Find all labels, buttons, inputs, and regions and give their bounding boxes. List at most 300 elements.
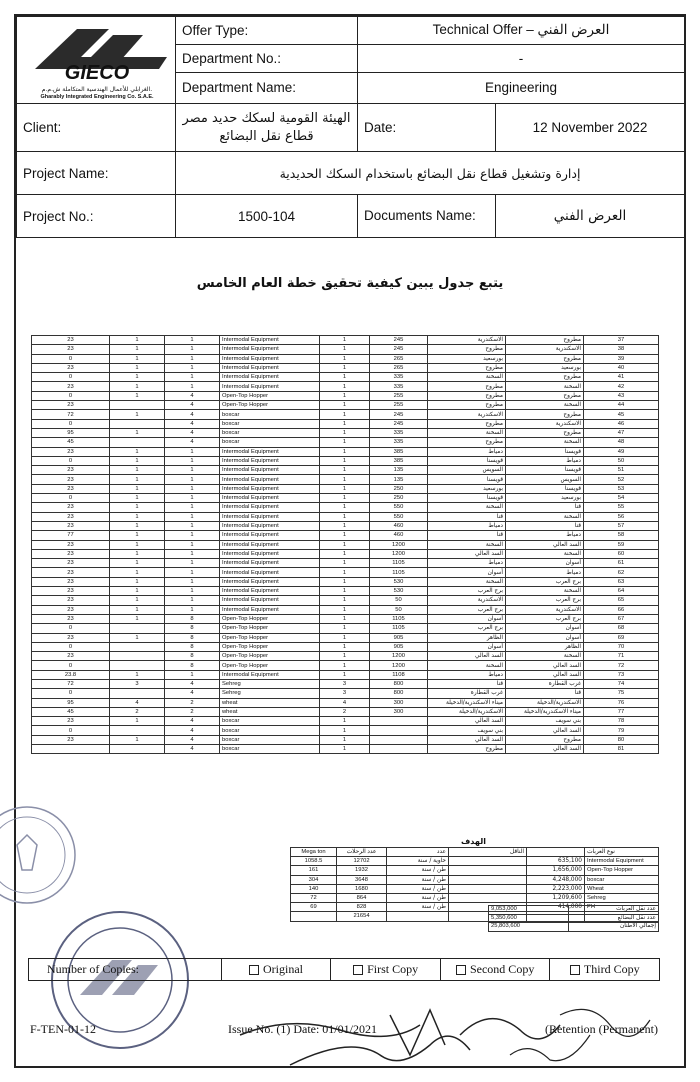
cell-row-no: 47 <box>584 428 659 437</box>
cell-row-no: 49 <box>584 447 659 456</box>
cell-distance: 800 <box>370 689 428 698</box>
cell-count: 1 <box>165 503 220 512</box>
cell-equipment: Open-Top Hopper <box>220 401 320 410</box>
cell-to: برج العرب <box>428 587 506 596</box>
cell-to: السخنة <box>428 503 506 512</box>
cell-row-no: 71 <box>584 652 659 661</box>
cell-from: السد العالي <box>506 726 584 735</box>
cell-from: أسوان <box>506 624 584 633</box>
cell-count: 1 <box>165 540 220 549</box>
target-header-cell: الناقل <box>449 848 527 857</box>
cell-to: دمياط <box>428 447 506 456</box>
cell-value-b <box>110 689 165 698</box>
cell-distance: 1200 <box>370 652 428 661</box>
cell-row-no: 77 <box>584 707 659 716</box>
target-cell: 864 <box>337 893 387 902</box>
cell-distance <box>370 745 428 754</box>
cell-trains: 1 <box>320 382 370 391</box>
cell-value-a: 23 <box>32 401 110 410</box>
cell-from: مطروح <box>506 391 584 400</box>
company-name-en: Gharably Integrated Engineering Co. S.A.E. <box>40 94 154 100</box>
cell-equipment: Intermodal Equipment <box>220 354 320 363</box>
cell-equipment: Open-Top Hopper <box>220 661 320 670</box>
target-cell: حاوية / سنة <box>387 857 449 866</box>
cell-value-b: 1 <box>110 410 165 419</box>
table-row <box>32 689 659 698</box>
cell-row-no: 39 <box>584 354 659 363</box>
target-cell: 2,223,000 <box>527 884 585 893</box>
cell-from: مطروح <box>506 735 584 744</box>
table-row <box>32 475 659 484</box>
table-row <box>32 717 659 726</box>
project-name-label: Project Name: <box>17 152 176 195</box>
cell-trains: 1 <box>320 503 370 512</box>
cell-value-a: 72 <box>32 679 110 688</box>
cell-distance: 1200 <box>370 540 428 549</box>
cell-trains: 1 <box>320 652 370 661</box>
table-row <box>32 726 659 735</box>
cell-value-a: 23 <box>32 447 110 456</box>
cell-from: مطروح <box>506 336 584 345</box>
target-cell: 1058.5 <box>291 857 337 866</box>
cell-value-a: 0 <box>32 624 110 633</box>
cell-equipment: Intermodal Equipment <box>220 363 320 372</box>
target-cell: طن / سنة <box>387 866 449 875</box>
cell-from: مطروح <box>506 354 584 363</box>
cell-trains: 1 <box>320 540 370 549</box>
cell-to: مطروح <box>428 391 506 400</box>
cell-value-a: 0 <box>32 642 110 651</box>
cell-value-a: 23 <box>32 382 110 391</box>
cell-equipment: Intermodal Equipment <box>220 596 320 605</box>
cell-row-no: 38 <box>584 345 659 354</box>
cell-from: دمياط <box>506 531 584 540</box>
cell-row-no: 37 <box>584 336 659 345</box>
dept-name-value: Engineering <box>358 72 685 103</box>
cell-to: الاسكندرية <box>428 410 506 419</box>
table-row <box>32 596 659 605</box>
table-row <box>32 484 659 493</box>
cell-to: مطروح <box>428 745 506 754</box>
cell-row-no: 64 <box>584 587 659 596</box>
documents-name-label: Documents Name: <box>358 195 496 238</box>
cell-trains: 1 <box>320 363 370 372</box>
table-row <box>32 503 659 512</box>
table-row <box>32 419 659 428</box>
cell-to: السخنة <box>428 540 506 549</box>
cell-value-b <box>110 438 165 447</box>
cell-value-a: 23 <box>32 633 110 642</box>
cell-to: الظاهر <box>428 633 506 642</box>
cell-count: 1 <box>165 596 220 605</box>
cell-row-no: 65 <box>584 596 659 605</box>
cell-to: السويس <box>428 466 506 475</box>
cell-value-b: 1 <box>110 466 165 475</box>
cell-count: 8 <box>165 633 220 642</box>
cell-distance: 1105 <box>370 624 428 633</box>
table-row <box>32 698 659 707</box>
cell-to: قويسنا <box>428 456 506 465</box>
cell-row-no: 62 <box>584 568 659 577</box>
target-row <box>291 893 659 902</box>
target-cell: 635,100 <box>527 857 585 866</box>
cell-value-b: 2 <box>110 707 165 716</box>
cell-row-no: 74 <box>584 679 659 688</box>
target-cell: boxcar <box>585 875 659 884</box>
cell-trains: 1 <box>320 670 370 679</box>
cell-value-b <box>110 401 165 410</box>
target-cell: Intermodal Equipment <box>585 857 659 866</box>
cell-from: برج العرب <box>506 614 584 623</box>
cell-count: 4 <box>165 438 220 447</box>
cell-distance: 135 <box>370 475 428 484</box>
cell-value-a: 72 <box>32 410 110 419</box>
section-title: يتبع جدول يبين كيفية تحقيق خطة العام الخامس <box>196 276 504 291</box>
cell-trains: 1 <box>320 401 370 410</box>
cell-to: السخنة <box>428 577 506 586</box>
table-row <box>32 391 659 400</box>
cell-value-a: 23 <box>32 521 110 530</box>
cell-distance: 300 <box>370 707 428 716</box>
cell-value-b <box>110 419 165 428</box>
cell-value-b: 3 <box>110 679 165 688</box>
target-row <box>291 875 659 884</box>
documents-name-value: العرض الفني <box>496 195 685 238</box>
target-cell <box>291 912 337 921</box>
cell-value-a: 23 <box>32 605 110 614</box>
cell-trains: 1 <box>320 633 370 642</box>
target-cell: Open-Top Hopper <box>585 866 659 875</box>
client-value <box>176 104 358 152</box>
cell-row-no: 44 <box>584 401 659 410</box>
cell-row-no: 78 <box>584 717 659 726</box>
cell-count: 4 <box>165 717 220 726</box>
cell-from: بني سويف <box>506 717 584 726</box>
cell-to: دمياط <box>428 521 506 530</box>
cell-from: بورسعيد <box>506 494 584 503</box>
cell-value-a: 0 <box>32 391 110 400</box>
cell-from: السخنة <box>506 512 584 521</box>
target-cell: طن / سنة <box>387 893 449 902</box>
cell-count: 4 <box>165 391 220 400</box>
cell-distance: 250 <box>370 494 428 503</box>
cell-to: دمياط <box>428 670 506 679</box>
cell-count: 4 <box>165 745 220 754</box>
original-label: Original <box>263 962 303 976</box>
cell-to: السد العالي <box>428 735 506 744</box>
target-cell: طن / سنة <box>387 884 449 893</box>
cell-distance: 385 <box>370 456 428 465</box>
cell-count: 8 <box>165 661 220 670</box>
cell-distance: 460 <box>370 531 428 540</box>
cell-count: 8 <box>165 652 220 661</box>
cell-equipment: Open-Top Hopper <box>220 652 320 661</box>
cell-value-b: 1 <box>110 521 165 530</box>
cell-row-no: 72 <box>584 661 659 670</box>
table-row <box>32 587 659 596</box>
cell-equipment: Intermodal Equipment <box>220 494 320 503</box>
cell-distance: 300 <box>370 698 428 707</box>
cell-trains: 1 <box>320 354 370 363</box>
cell-row-no: 42 <box>584 382 659 391</box>
cell-count: 2 <box>165 707 220 716</box>
table-row <box>32 745 659 754</box>
table-row <box>32 735 659 744</box>
cell-value-a: 0 <box>32 726 110 735</box>
cell-equipment: Intermodal Equipment <box>220 336 320 345</box>
target-cell: 69 <box>291 903 337 912</box>
cell-to: بورسعيد <box>428 354 506 363</box>
cell-row-no: 67 <box>584 614 659 623</box>
target-cell: Wheat <box>585 884 659 893</box>
table-row <box>32 466 659 475</box>
original-checkbox[interactable] <box>221 959 331 980</box>
target-cell <box>449 893 527 902</box>
table-row <box>32 382 659 391</box>
cell-row-no: 66 <box>584 605 659 614</box>
cell-equipment: Intermodal Equipment <box>220 466 320 475</box>
cell-count: 1 <box>165 336 220 345</box>
cell-row-no: 41 <box>584 373 659 382</box>
cell-distance: 550 <box>370 512 428 521</box>
summary-table <box>488 905 659 932</box>
summary-value: 5,350,600 <box>489 914 569 923</box>
cell-value-a: 23.8 <box>32 670 110 679</box>
cell-equipment: boxcar <box>220 726 320 735</box>
target-cell: 414,000 <box>527 903 585 912</box>
target-cell <box>449 857 527 866</box>
cell-row-no: 56 <box>584 512 659 521</box>
table-row <box>32 577 659 586</box>
cell-count: 8 <box>165 642 220 651</box>
cell-trains: 3 <box>320 679 370 688</box>
retention-info: (Retention (Permanent) <box>545 1022 658 1036</box>
cell-count: 1 <box>165 447 220 456</box>
target-row <box>291 857 659 866</box>
cell-row-no: 48 <box>584 438 659 447</box>
summary-row <box>489 914 659 923</box>
cell-trains: 1 <box>320 494 370 503</box>
target-cell <box>387 912 449 921</box>
cell-value-a: 0 <box>32 661 110 670</box>
number-of-copies-label: Number of Copies: <box>47 962 139 976</box>
cell-row-no: 46 <box>584 419 659 428</box>
cell-distance: 460 <box>370 521 428 530</box>
cell-value-b: 1 <box>110 382 165 391</box>
cell-trains: 1 <box>320 624 370 633</box>
cell-row-no: 73 <box>584 670 659 679</box>
cell-to: أسوان <box>428 642 506 651</box>
cell-row-no: 57 <box>584 521 659 530</box>
cell-value-b: 1 <box>110 512 165 521</box>
cell-from: السد العالي <box>506 670 584 679</box>
cell-to: برج العرب <box>428 624 506 633</box>
cell-row-no: 61 <box>584 559 659 568</box>
cell-equipment: Intermodal Equipment <box>220 456 320 465</box>
target-cell: 21654 <box>337 912 387 921</box>
cell-equipment: Intermodal Equipment <box>220 373 320 382</box>
cell-to: دمياط <box>428 559 506 568</box>
cell-equipment: boxcar <box>220 745 320 754</box>
cell-trains: 1 <box>320 596 370 605</box>
cell-from: قنا <box>506 521 584 530</box>
target-header-cell: عدد <box>387 848 449 857</box>
cell-trains: 1 <box>320 345 370 354</box>
cell-value-a: 77 <box>32 531 110 540</box>
summary-value: 25,803,600 <box>489 923 569 932</box>
cell-from: قويسنا <box>506 484 584 493</box>
signatures-icon <box>230 995 670 1075</box>
cell-to: الاسكندرية <box>428 336 506 345</box>
cell-trains: 1 <box>320 642 370 651</box>
cell-trains: 1 <box>320 438 370 447</box>
cell-from: قنا <box>506 689 584 698</box>
cell-equipment: Intermodal Equipment <box>220 587 320 596</box>
cell-row-no: 75 <box>584 689 659 698</box>
target-header-cell <box>527 848 585 857</box>
table-row <box>32 679 659 688</box>
company-name-ar: الغرابلي للأعمال الهندسية المتكاملة ش.م.م. <box>41 86 153 93</box>
cell-trains: 1 <box>320 410 370 419</box>
cell-trains: 1 <box>320 456 370 465</box>
cell-row-no: 40 <box>584 363 659 372</box>
checkbox-icon <box>353 965 363 975</box>
offer-type-label: Offer Type: <box>176 17 358 45</box>
cell-distance <box>370 726 428 735</box>
cell-row-no: 69 <box>584 633 659 642</box>
table-row <box>32 336 659 345</box>
cell-distance: 1105 <box>370 568 428 577</box>
cell-to: بني سويف <box>428 726 506 735</box>
cell-trains: 2 <box>320 707 370 716</box>
target-cell <box>449 884 527 893</box>
cell-value-a: 23 <box>32 484 110 493</box>
cell-count: 1 <box>165 466 220 475</box>
third-copy-label: Third Copy <box>583 962 640 976</box>
summary-label: إجمالي الأطنان <box>569 923 659 932</box>
cell-to: مطروح <box>428 382 506 391</box>
cell-to: أسوان <box>428 568 506 577</box>
cell-row-no: 58 <box>584 531 659 540</box>
cell-trains: 1 <box>320 568 370 577</box>
cell-count: 1 <box>165 345 220 354</box>
cell-value-b: 1 <box>110 503 165 512</box>
cell-value-b: 1 <box>110 475 165 484</box>
cell-count: 1 <box>165 484 220 493</box>
cell-from: الاسكندرية <box>506 605 584 614</box>
cell-equipment: Open-Top Hopper <box>220 624 320 633</box>
table-row <box>32 661 659 670</box>
third-copy-checkbox[interactable] <box>549 959 659 980</box>
header-table <box>16 16 685 238</box>
cell-from: الاسكندرية <box>506 419 584 428</box>
target-cell: 828 <box>337 903 387 912</box>
cell-distance: 245 <box>370 410 428 419</box>
cell-distance: 255 <box>370 401 428 410</box>
cell-to: قنا <box>428 512 506 521</box>
cell-row-no: 80 <box>584 735 659 744</box>
cell-distance: 245 <box>370 419 428 428</box>
cell-count: 1 <box>165 531 220 540</box>
checkbox-icon <box>570 965 580 975</box>
cell-distance: 335 <box>370 438 428 447</box>
cell-count: 1 <box>165 605 220 614</box>
table-row <box>32 624 659 633</box>
cell-count: 4 <box>165 735 220 744</box>
cell-row-no: 76 <box>584 698 659 707</box>
cell-value-a: 23 <box>32 717 110 726</box>
table-row <box>32 633 659 642</box>
cell-from: بورسعيد <box>506 363 584 372</box>
cell-distance: 800 <box>370 679 428 688</box>
second-copy-checkbox[interactable] <box>440 959 550 980</box>
cell-value-a: 0 <box>32 354 110 363</box>
checkbox-icon <box>249 965 259 975</box>
cell-value-a: 0 <box>32 494 110 503</box>
cell-value-a: 0 <box>32 456 110 465</box>
cell-from: أسوان <box>506 633 584 642</box>
cell-trains: 1 <box>320 336 370 345</box>
cell-value-b: 1 <box>110 735 165 744</box>
cell-trains: 1 <box>320 391 370 400</box>
table-row <box>32 652 659 661</box>
table-row <box>32 345 659 354</box>
cell-trains: 1 <box>320 559 370 568</box>
cell-from: السخنة <box>506 587 584 596</box>
first-copy-checkbox[interactable] <box>330 959 440 980</box>
cell-count: 4 <box>165 410 220 419</box>
table-row <box>32 363 659 372</box>
cell-from: السخنة <box>506 652 584 661</box>
target-cell: 1932 <box>337 866 387 875</box>
second-copy-label: Second Copy <box>469 962 535 976</box>
cell-count: 1 <box>165 456 220 465</box>
cell-from: السخنة <box>506 549 584 558</box>
cell-trains: 1 <box>320 735 370 744</box>
cell-equipment: Intermodal Equipment <box>220 605 320 614</box>
cell-trains: 1 <box>320 605 370 614</box>
cell-from: قويسنا <box>506 466 584 475</box>
cell-distance: 335 <box>370 382 428 391</box>
cell-trains: 1 <box>320 373 370 382</box>
cell-count: 1 <box>165 475 220 484</box>
cell-trains: 4 <box>320 698 370 707</box>
cell-value-b: 1 <box>110 633 165 642</box>
cell-row-no: 59 <box>584 540 659 549</box>
cell-from: دمياط <box>506 456 584 465</box>
company-logo <box>17 17 175 103</box>
cell-distance: 530 <box>370 587 428 596</box>
table-row <box>32 373 659 382</box>
date-label: Date: <box>358 104 496 152</box>
table-row <box>32 410 659 419</box>
summary-row <box>489 923 659 932</box>
cell-distance: 1108 <box>370 670 428 679</box>
table-row <box>32 456 659 465</box>
cell-value-a: 0 <box>32 419 110 428</box>
cell-distance: 135 <box>370 466 428 475</box>
cell-equipment: Intermodal Equipment <box>220 484 320 493</box>
cell-count: 4 <box>165 689 220 698</box>
cell-value-b <box>110 624 165 633</box>
cell-from: السخنة <box>506 401 584 410</box>
cell-from: غرب القطارة <box>506 679 584 688</box>
cell-count: 4 <box>165 679 220 688</box>
cell-distance: 1200 <box>370 661 428 670</box>
cell-from: دمياط <box>506 568 584 577</box>
cell-to: بورسعيد <box>428 484 506 493</box>
cell-equipment: Intermodal Equipment <box>220 549 320 558</box>
